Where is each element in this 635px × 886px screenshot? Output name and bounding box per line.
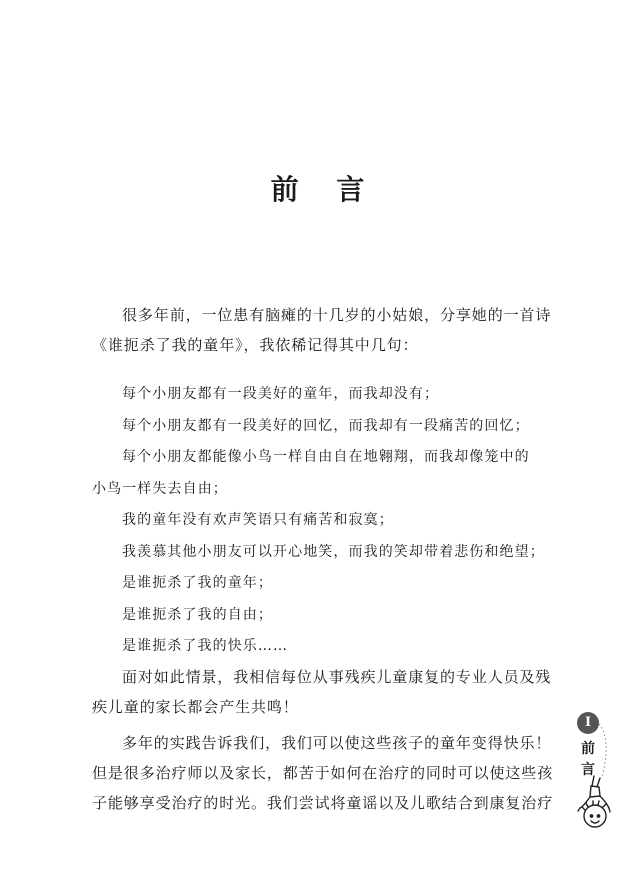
cartoon-child-handstand-icon	[572, 772, 612, 842]
poem-line: 我羡慕其他小朋友可以开心地笑，而我的笑却带着悲伤和绝望；	[122, 543, 545, 560]
text-line: 疾儿童的家长都会产生共鸣！	[92, 698, 299, 716]
paragraph-intro	[92, 300, 552, 360]
page-title: 前 言	[270, 173, 379, 206]
poem-line: 小鸟一样失去自由；	[92, 480, 228, 497]
paragraph-resonance	[92, 662, 552, 722]
poem-line: 是谁扼杀了我的自由；	[122, 606, 273, 623]
text-line: 子能够享受治疗的时光。我们尝试将童谣以及儿歌结合到康复治疗	[92, 794, 554, 812]
chapter-side-tab	[572, 712, 612, 842]
text-line: 多年的实践告诉我们，我们可以使这些孩子的童年变得快乐！	[122, 734, 552, 752]
paragraph-practice	[92, 728, 554, 818]
chapter-label-char: 前	[581, 741, 595, 757]
text-line: 《谁扼杀了我的童年》，我依稀记得其中几句：	[92, 336, 419, 354]
poem-line: 是谁扼杀了我的快乐……	[122, 638, 289, 654]
poem-line: 是谁扼杀了我的童年；	[122, 575, 273, 591]
chapter-label-char: 言	[581, 762, 595, 778]
poem-line: 每个小朋友都能像小鸟一样自由自在地翱翔，而我却像笼中的	[122, 449, 530, 465]
poem-line: 我的童年没有欢声笑语只有痛苦和寂寞；	[122, 512, 394, 528]
page-number-badge: I	[577, 712, 599, 734]
poem-line: 每个小朋友都有一段美好的回忆，而我却有一段痛苦的回忆；	[122, 417, 530, 434]
text-line: 很多年前，一位患有脑瘫的十几岁的小姑娘，分享她的一首诗	[122, 306, 552, 324]
poem-excerpt	[92, 379, 544, 663]
text-line: 面对如此情景，我相信每位从事残疾儿童康复的专业人员及残	[122, 668, 552, 686]
poem-line: 每个小朋友都有一段美好的童年，而我却没有；	[122, 386, 440, 402]
text-line: 但是很多治疗师以及家长，都苦于如何在治疗的同时可以使这些孩	[92, 764, 554, 782]
